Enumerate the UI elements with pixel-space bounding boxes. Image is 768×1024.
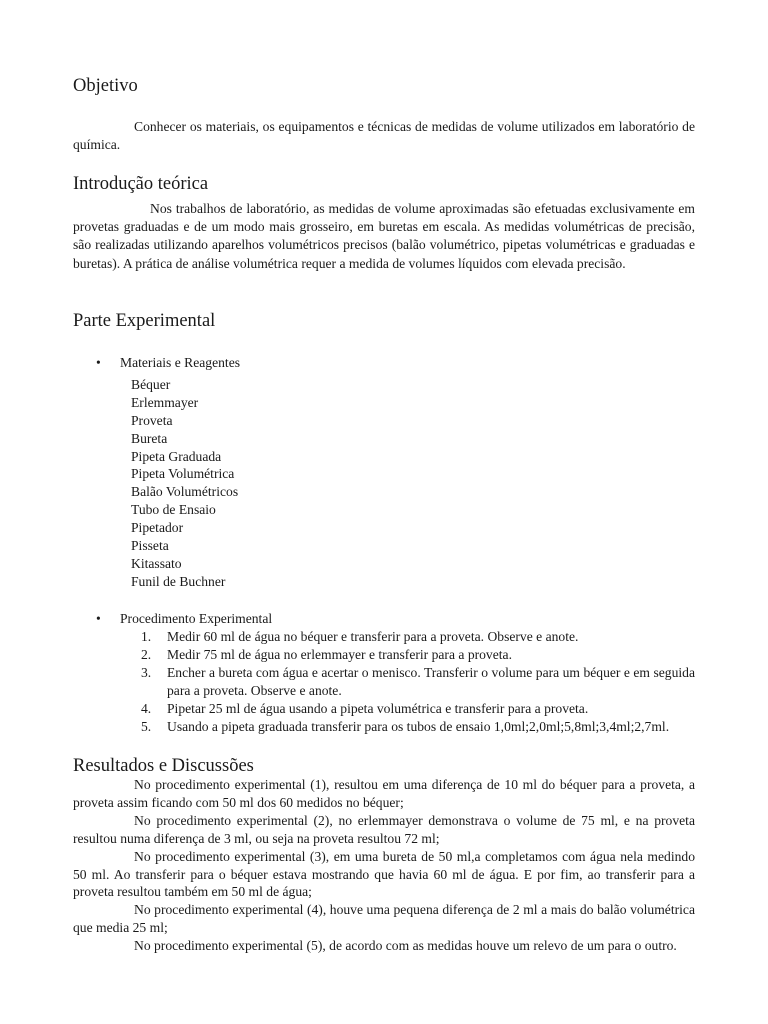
introducao-heading: Introdução teórica	[73, 174, 209, 194]
list-item	[141, 700, 695, 718]
list-item	[141, 718, 695, 736]
step-text: Encher a bureta com água e acertar o menisco. Transferir o volume para um béquer e em seguida para a proveta. Observe e anote.	[167, 664, 695, 698]
step-number: 1.	[141, 629, 152, 644]
step-number: 2.	[141, 646, 152, 662]
step-text: Usando a pipeta graduada transferir para os tubos de ensaio 1,0ml;2,0ml;5,8ml;3,4ml;2,7ml.	[167, 718, 670, 734]
resultados-paragraph: No procedimento experimental (5), de acordo com as medidas houve um relevo de um para o outro.	[134, 938, 677, 954]
list-item: Balão Volumétricos	[131, 484, 239, 500]
bullet-dot-icon: •	[96, 611, 101, 626]
resultados-paragraph: No procedimento experimental (4), houve uma pequena diferença de 2 ml a mais do balão volumétrica que media 25 ml;	[73, 902, 695, 936]
procedimento-bullet	[96, 610, 272, 628]
resultados-paragraph: No procedimento experimental (3), em uma bureta de 50 ml,a completamos com água nela medindo 50 ml. Ao transferir para o béquer estava mostrando que havia 60 ml de água. E por fim, ao transferir para a proveta resultou também em 50 ml de água;	[73, 848, 695, 900]
list-item: Bureta	[131, 430, 168, 446]
resultados-paragraph: No procedimento experimental (2), no erlemmayer demonstrava o volume de 75 ml, e na proveta resultou numa diferença de 3 ml, ou seja na proveta resultou 72 ml;	[73, 812, 695, 846]
list-item: Tubo de Ensaio	[131, 502, 216, 518]
resultados-body	[73, 776, 695, 955]
objetivo-heading: Objetivo	[73, 76, 138, 96]
parte-experimental-heading: Parte Experimental	[73, 311, 216, 331]
list-item: Pipetador	[131, 520, 184, 536]
materiais-list	[131, 376, 238, 591]
list-item: Pipeta Graduada	[131, 448, 222, 464]
introducao-text: Nos trabalhos de laboratório, as medidas de volume aproximadas são efetuadas exclusivamente em provetas graduadas e de um modo mais grosseiro, em buretas em escala. As medidas volumétricas de precisão, são realizadas utilizando aparelhos volumétricos precisos (balão volumétrico, pipetas volumétricas e graduadas e buretas). A prática de análise volumétrica requer a medida de volumes líquidos com elevada precisão.	[73, 201, 695, 271]
list-item: Proveta	[131, 412, 173, 428]
procedimento-label: Procedimento Experimental	[120, 611, 273, 626]
materiais-bullet	[96, 354, 240, 372]
resultados-paragraph: No procedimento experimental (1), resultou em uma diferença de 10 ml do béquer para a proveta, a proveta assim ficando com 50 ml dos 60 medidos no béquer;	[73, 777, 695, 810]
step-text: Medir 75 ml de água no erlemmayer e transferir para a proveta.	[167, 646, 512, 662]
bullet-dot-icon: •	[96, 355, 101, 370]
step-text: Medir 60 ml de água no béquer e transferir para a proveta. Observe e anote.	[167, 629, 579, 644]
step-number: 4.	[141, 700, 152, 716]
resultados-heading: Resultados e Discussões	[73, 756, 254, 776]
list-item	[141, 646, 695, 664]
list-item: Funil de Buchner	[131, 573, 226, 589]
list-item	[141, 664, 695, 700]
step-text: Pipetar 25 ml de água usando a pipeta volumétrica e transferir para a proveta.	[167, 700, 589, 716]
list-item: Kitassato	[131, 555, 182, 571]
procedimento-steps	[141, 628, 695, 735]
step-number: 3.	[141, 664, 152, 680]
list-item: Erlemmayer	[131, 394, 199, 410]
list-item: Pipeta Volumétrica	[131, 466, 235, 482]
list-item: Pisseta	[131, 538, 169, 554]
list-item	[141, 628, 695, 646]
objetivo-text: Conhecer os materiais, os equipamentos e técnicas de medidas de volume utilizados em laboratório de química.	[73, 119, 695, 153]
materiais-label: Materiais e Reagentes	[120, 355, 241, 370]
step-number: 5.	[141, 718, 152, 734]
list-item: Béquer	[131, 377, 171, 392]
